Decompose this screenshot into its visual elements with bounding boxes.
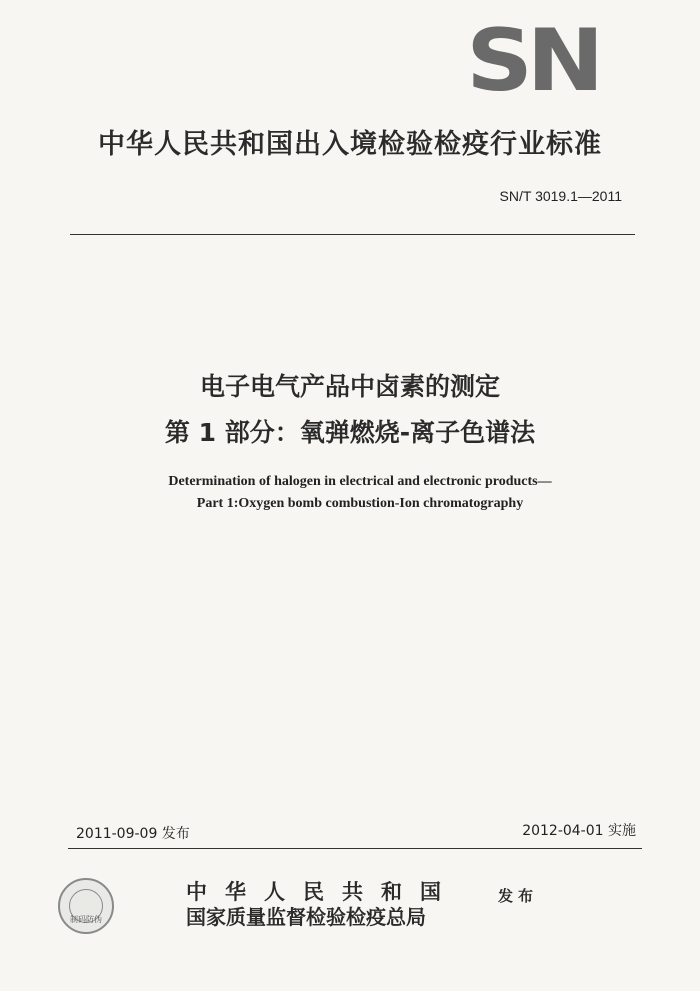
standard-number: SN/T 3019.1—2011 xyxy=(499,188,622,204)
seal-text: 制码防伪 xyxy=(70,915,102,924)
title-cn-line1: 电子电气产品中卤素的测定 xyxy=(199,372,500,401)
org-title: 中华人民共和国出入境检验检疫行业标准 xyxy=(98,129,602,160)
top-divider xyxy=(70,234,635,235)
bottom-divider xyxy=(68,848,642,849)
issuer-line2: 国家质量监督检验检疫总局 xyxy=(186,905,426,929)
sn-logo: SN xyxy=(466,22,598,100)
issue-date: 2011-09-09 发布 xyxy=(76,826,190,842)
anti-counterfeit-seal-icon xyxy=(58,878,114,934)
title-cn-line2: 第 1 部分：氧弹燃烧-离子色谱法 xyxy=(164,418,536,447)
effective-date: 2012-04-01 实施 xyxy=(522,823,636,839)
title-en-line1: Determination of halogen in electrical and electronic products— xyxy=(168,474,552,489)
issuer-line1: 中华人民共和国 xyxy=(186,879,459,904)
title-en-line2: Part 1:Oxygen bomb combustion-Ion chromatography xyxy=(196,496,524,511)
issue-label: 发布 xyxy=(498,887,539,905)
